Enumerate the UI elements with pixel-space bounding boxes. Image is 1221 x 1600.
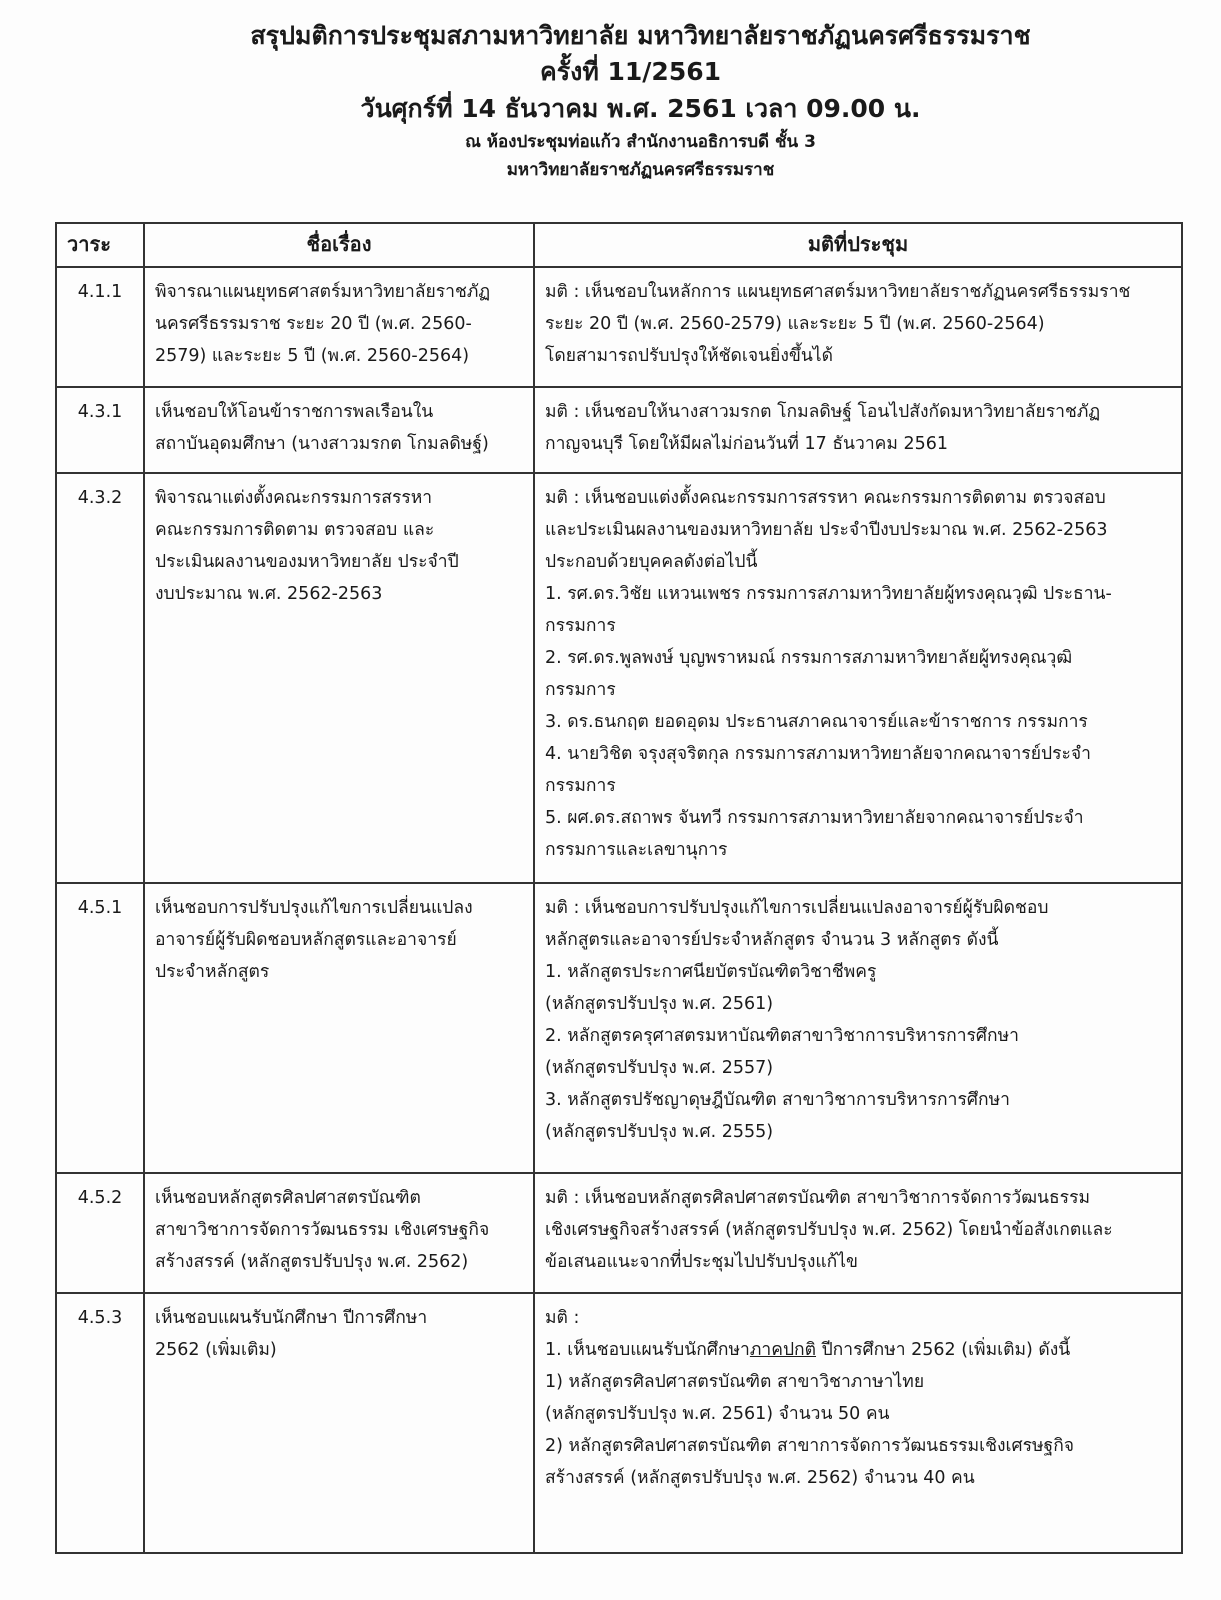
resolution-line: 1) หลักสูตรศิลปศาสตรบัณฑิต สาขาวิชาภาษาไทย (545, 1372, 925, 1392)
resolution-line: สร้างสรรค์ (หลักสูตรปรับปรุง พ.ศ. 2562) จำนวน 40 คน (545, 1468, 975, 1488)
subject-line: ประเมินผลงานของมหาวิทยาลัย ประจำปี (155, 552, 459, 572)
resolution-cell (534, 1173, 1182, 1293)
subject-line: 2562 (เพิ่มเติม) (155, 1340, 277, 1360)
resolution-text: 1. เห็นชอบแผนรับนักศึกษา (545, 1340, 750, 1360)
resolution-line: มติ : เห็นชอบให้นางสาวมรกต โกมลดิษฐ์ โอนไปสังกัดมหาวิทยาลัยราชภัฏ (545, 402, 1101, 422)
resolution-line: ประกอบด้วยบุคคลดังต่อไปนี้ (545, 552, 758, 572)
agenda-number: 4.5.3 (56, 1293, 144, 1553)
resolution-line: (หลักสูตรปรับปรุง พ.ศ. 2557) (545, 1058, 774, 1078)
table-row (56, 1173, 1182, 1293)
subject-line: พิจารณาแผนยุทธศาสตร์มหาวิทยาลัยราชภัฏ (155, 282, 491, 302)
resolution-line: ข้อเสนอแนะจากที่ประชุมไปปรับปรุงแก้ไข (545, 1252, 859, 1272)
resolution-line: 4. นายวิชิต จรุงสุจริตกุล กรรมการสภามหาวิทยาลัยจากคณาจารย์ประจำ (545, 744, 1091, 764)
resolution-cell (534, 473, 1182, 883)
table-row (56, 473, 1182, 883)
header-university: มหาวิทยาลัยราชภัฏนครศรีธรรมราช (506, 160, 775, 180)
resolution-line: มติ : (545, 1308, 580, 1328)
resolution-line: มติ : เห็นชอบหลักสูตรศิลปศาสตรบัณฑิต สาขาวิชาการจัดการวัฒนธรรม (545, 1188, 1091, 1208)
resolution-line: ระยะ 20 ปี (พ.ศ. 2560-2579) และระยะ 5 ปี (พ.ศ. 2560-2564) (545, 314, 1045, 334)
table-header-row (56, 223, 1182, 267)
subject-line: งบประมาณ พ.ศ. 2562-2563 (155, 584, 383, 604)
subject-line: 2579) และระยะ 5 ปี (พ.ศ. 2560-2564) (155, 346, 470, 366)
resolution-cell (534, 1293, 1182, 1553)
underlined-term: ภาคปกติ (749, 1340, 817, 1360)
header-session: ครั้งที่ 11/2561 (539, 57, 722, 86)
table-row (56, 387, 1182, 473)
header-date: วันศุกร์ที่ 14 ธันวาคม พ.ศ. 2561 เวลา 09.00 น. (360, 94, 921, 123)
resolution-line: กาญจนบุรี โดยให้มีผลไม่ก่อนวันที่ 17 ธันวาคม 2561 (545, 434, 948, 454)
header-title: สรุปมติการประชุมสภามหาวิทยาลัย มหาวิทยาลัยราชภัฏนครศรีธรรมราช (250, 21, 1031, 50)
subject-line: อาจารย์ผู้รับผิดชอบหลักสูตรและอาจารย์ (155, 930, 457, 950)
subject-cell (144, 883, 534, 1173)
header-agenda: วาระ (56, 223, 144, 267)
resolution-line: กรรมการ (545, 616, 616, 636)
table-row (56, 267, 1182, 387)
subject-line: เห็นชอบแผนรับนักศึกษา ปีการศึกษา (155, 1308, 428, 1328)
resolution-line: 1. หลักสูตรประกาศนียบัตรบัณฑิตวิชาชีพครู (545, 962, 877, 982)
subject-cell (144, 1293, 534, 1553)
agenda-number: 4.3.1 (56, 387, 144, 473)
resolution-line: 2. รศ.ดร.พูลพงษ์ บุญพราหมณ์ กรรมการสภามหาวิทยาลัยผู้ทรงคุณวุฒิ (545, 648, 1073, 668)
resolution-line: มติ : เห็นชอบในหลักการ แผนยุทธศาสตร์มหาวิทยาลัยราชภัฏนครศรีธรรมราช (545, 282, 1131, 302)
subject-line: คณะกรรมการติดตาม ตรวจสอบ และ (155, 520, 435, 540)
document-header (0, 18, 1221, 184)
resolution-line: 3. หลักสูตรปรัชญาดุษฎีบัณฑิต สาขาวิชาการบริหารการศึกษา (545, 1090, 1010, 1110)
subject-line: เห็นชอบหลักสูตรศิลปศาสตรบัณฑิต (155, 1188, 421, 1208)
agenda-number: 4.1.1 (56, 267, 144, 387)
resolution-line: เชิงเศรษฐกิจสร้างสรรค์ (หลักสูตรปรับปรุง พ.ศ. 2562) โดยนำข้อสังเกตและ (545, 1220, 1113, 1240)
resolution-line: 3. ดร.ธนกฤต ยอดอุดม ประธานสภาคณาจารย์และข้าราชการ กรรมการ (545, 712, 1088, 732)
subject-cell (144, 267, 534, 387)
header-venue: ณ ห้องประชุมท่อแก้ว สำนักงานอธิการบดี ชั้น 3 (465, 132, 816, 152)
subject-line: ประจำหลักสูตร (155, 962, 270, 982)
resolution-cell (534, 267, 1182, 387)
resolution-line: มติ : เห็นชอบแต่งตั้งคณะกรรมการสรรหา คณะกรรมการติดตาม ตรวจสอบ (545, 488, 1106, 508)
subject-line: เห็นชอบให้โอนข้าราชการพลเรือนใน (155, 402, 434, 422)
agenda-number: 4.3.2 (56, 473, 144, 883)
table-row (56, 883, 1182, 1173)
subject-line: สาขาวิชาการจัดการวัฒนธรรม เชิงเศรษฐกิจ (155, 1220, 490, 1240)
subject-line: นครศรีธรรมราช ระยะ 20 ปี (พ.ศ. 2560- (155, 314, 472, 334)
resolution-line: 5. ผศ.ดร.สถาพร จันทวี กรรมการสภามหาวิทยาลัยจากคณาจารย์ประจำ (545, 808, 1084, 828)
resolution-cell (534, 387, 1182, 473)
table-row (56, 1293, 1182, 1553)
resolution-line: 2. หลักสูตรครุศาสตรมหาบัณฑิตสาขาวิชาการบริหารการศึกษา (545, 1026, 1019, 1046)
header-resolution: มติที่ประชุม (534, 223, 1182, 267)
agenda-number: 4.5.1 (56, 883, 144, 1173)
resolution-line: กรรมการ (545, 680, 616, 700)
resolution-line: (หลักสูตรปรับปรุง พ.ศ. 2561) จำนวน 50 คน (545, 1404, 890, 1424)
resolution-line: (หลักสูตรปรับปรุง พ.ศ. 2561) (545, 994, 774, 1014)
subject-cell (144, 387, 534, 473)
subject-line: พิจารณาแต่งตั้งคณะกรรมการสรรหา (155, 488, 433, 508)
resolution-text: ปีการศึกษา 2562 (เพิ่มเติม) ดังนี้ (816, 1340, 1071, 1360)
resolution-line: และประเมินผลงานของมหาวิทยาลัย ประจำปีงบประมาณ พ.ศ. 2562-2563 (545, 520, 1108, 540)
subject-line: สถาบันอุดมศึกษา (นางสาวมรกต โกมลดิษฐ์) (155, 434, 489, 454)
resolution-line: โดยสามารถปรับปรุงให้ชัดเจนยิ่งขึ้นได้ (545, 346, 833, 366)
subject-line: สร้างสรรค์ (หลักสูตรปรับปรุง พ.ศ. 2562) (155, 1252, 469, 1272)
subject-cell (144, 1173, 534, 1293)
header-subject: ชื่อเรื่อง (144, 223, 534, 267)
subject-line: เห็นชอบการปรับปรุงแก้ไขการเปลี่ยนแปลง (155, 898, 473, 918)
resolution-line: (หลักสูตรปรับปรุง พ.ศ. 2555) (545, 1122, 774, 1142)
resolution-line: 2) หลักสูตรศิลปศาสตรบัณฑิต สาขาการจัดการวัฒนธรรมเชิงเศรษฐกิจ (545, 1436, 1075, 1456)
agenda-number: 4.5.2 (56, 1173, 144, 1293)
resolution-line: กรรมการ (545, 776, 616, 796)
resolution-cell (534, 883, 1182, 1173)
resolution-line: กรรมการและเลขานุการ (545, 840, 728, 860)
resolution-line: หลักสูตรและอาจารย์ประจำหลักสูตร จำนวน 3 หลักสูตร ดังนี้ (545, 930, 999, 950)
subject-cell (144, 473, 534, 883)
minutes-table (55, 222, 1183, 1554)
resolution-line: 1. รศ.ดร.วิชัย แหวนเพชร กรรมการสภามหาวิทยาลัยผู้ทรงคุณวุฒิ ประธาน- (545, 584, 1112, 604)
resolution-line (545, 1334, 1171, 1366)
resolution-line: มติ : เห็นชอบการปรับปรุงแก้ไขการเปลี่ยนแปลงอาจารย์ผู้รับผิดชอบ (545, 898, 1049, 918)
